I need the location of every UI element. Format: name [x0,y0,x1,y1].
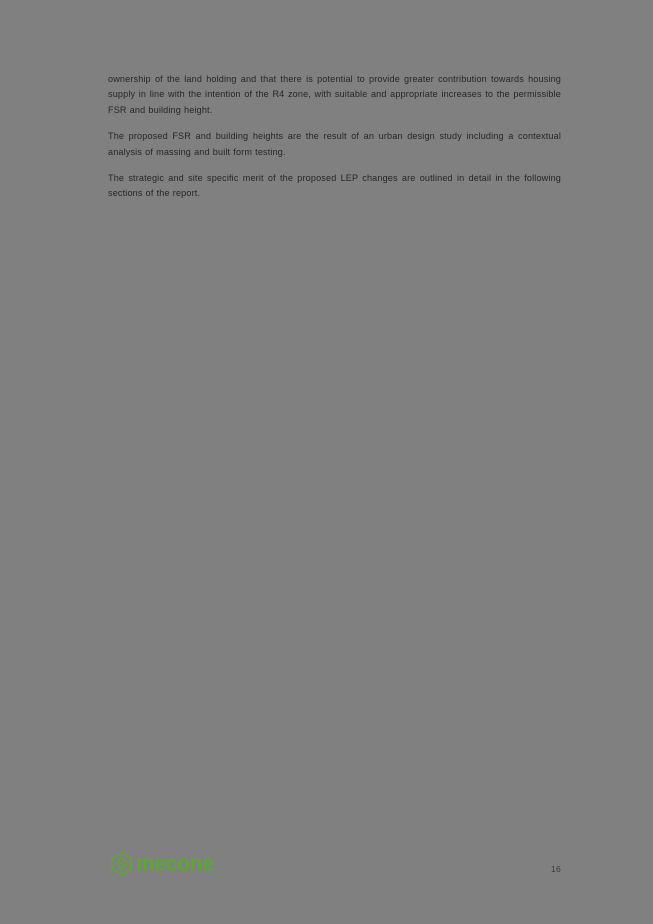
hexagon-logo-icon [110,852,133,875]
page-footer [0,848,653,878]
page-number: 16 [550,864,561,874]
paragraph: ownership of the land holding and that there is potential to provide greater contribution towards housing supply in line with the intention of the R4 zone, with suitable and appropriate increases to the permissible FSR and building height. [108,74,561,115]
paragraph: The strategic and site specific merit of the proposed LEP changes are outlined in detail in the following sections of the report. [108,173,561,199]
logo-wordmark: mecone [136,851,214,875]
paragraph: The proposed FSR and building heights are the result of an urban design study including a contextual analysis of massing and built form testing. [108,131,561,157]
mecone-logo [110,848,214,878]
page-body-text [108,72,561,202]
